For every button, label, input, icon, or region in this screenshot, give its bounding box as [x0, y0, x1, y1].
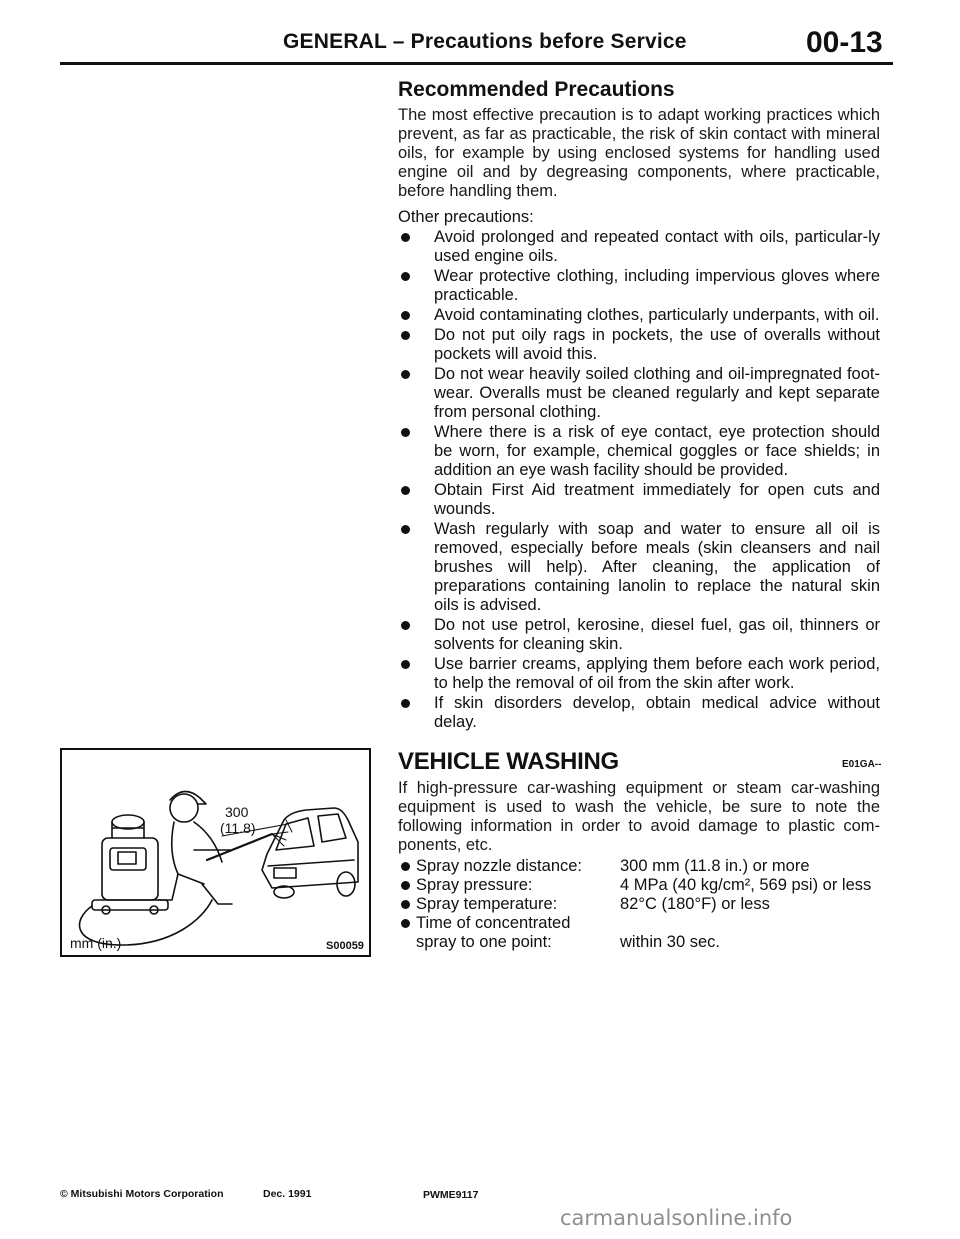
spec-row [398, 857, 898, 876]
list-item: If skin disorders develop, obtain medical advice without delay. [398, 694, 880, 732]
figure-code: S00059 [326, 940, 364, 952]
spec-row [398, 914, 898, 933]
spec-value: 300 mm (11.8 in.) or more [620, 857, 810, 875]
list-item: Avoid prolonged and repeated contact with oils, particular-ly used engine oils. [398, 228, 880, 266]
vehicle-washing-code: E01GA-- [842, 759, 882, 770]
header-rule [60, 62, 893, 65]
spec-value: 82°C (180°F) or less [620, 895, 770, 913]
spec-label: spray to one point: [416, 933, 552, 951]
footer-date: Dec. 1991 [263, 1188, 312, 1200]
bullet-icon [401, 370, 410, 379]
spec-label: Spray temperature: [416, 895, 558, 913]
bullet-icon [401, 272, 410, 281]
bullet-icon [401, 900, 410, 909]
footer-document-code: PWME9117 [423, 1189, 479, 1201]
spec-label: Spray nozzle distance: [416, 857, 583, 875]
watermark-link[interactable]: carmanualsonline.info [560, 1206, 793, 1230]
spec-value: 4 MPa (40 kg/cm², 569 psi) or less [620, 876, 872, 894]
bullet-icon [401, 525, 410, 534]
list-item: Do not wear heavily soiled clothing and oil-impregnated foot-wear. Overalls must be cleaned regularly and kept separate from personal clothing. [398, 365, 880, 422]
page-header-title: GENERAL – Precautions before Service [283, 30, 687, 53]
bullet-icon [401, 486, 410, 495]
vehicle-washing-title: VEHICLE WASHING [398, 748, 619, 775]
bullet-icon [401, 660, 410, 669]
list-item: Obtain First Aid treatment immediately for open cuts and wounds. [398, 481, 880, 519]
spec-label: Spray pressure: [416, 876, 533, 894]
list-item: Do not put oily rags in pockets, the use of overalls without pockets will avoid this. [398, 326, 880, 364]
bullet-icon [401, 428, 410, 437]
spec-row [398, 876, 898, 895]
list-item: Wash regularly with soap and water to ensure all oil is removed, especially before meals (skin cleansers and nail brushes will help). After cleaning, the application of preparations containing lanolin to replace the natural skin oils is advised. [398, 520, 880, 615]
spec-row [398, 895, 898, 914]
list-item: Avoid contaminating clothes, particularly underpants, with oil. [398, 306, 880, 325]
footer-copyright: © Mitsubishi Motors Corporation [60, 1188, 224, 1200]
precautions-list [398, 228, 880, 733]
vehicle-washing-figure [60, 748, 371, 957]
spec-label: Time of concentrated [416, 914, 571, 932]
recommended-intro: The most effective precaution is to adapt working practices which prevent, as far as practicable, the risk of skin contact with mineral oils, for example by using enclosed systems for handling used engine oil and by degreasing components, where practicable, before handling them. [398, 106, 880, 200]
vehicle-washing-intro: If high-pressure car-washing equipment or steam car-washing equipment is used to wash the vehicle, be sure to note the following information in order to avoid damage to plastic com-ponents, etc. [398, 779, 880, 854]
bullet-icon [401, 699, 410, 708]
bullet-icon [401, 881, 410, 890]
bullet-icon [401, 862, 410, 871]
page-number: 00-13 [806, 26, 883, 59]
bullet-icon [401, 233, 410, 242]
list-item: Wear protective clothing, including impervious gloves where practicable. [398, 267, 880, 305]
washing-spec-list [398, 857, 898, 952]
bullet-icon [401, 311, 410, 320]
list-item: Do not use petrol, kerosine, diesel fuel, gas oil, thinners or solvents for cleaning skin. [398, 616, 880, 654]
list-item: Use barrier creams, applying them before each work period, to help the removal of oil from the skin after work. [398, 655, 880, 693]
figure-dimension-in: (11.8) [220, 820, 256, 836]
bullet-icon [401, 621, 410, 630]
bullet-icon [401, 919, 410, 928]
list-item: Where there is a risk of eye contact, eye protection should be worn, for example, chemical goggles or face shields; in addition an eye wash facility should be provided. [398, 423, 880, 480]
other-precautions-label: Other precautions: [398, 208, 534, 226]
spec-value: within 30 sec. [620, 933, 720, 951]
car-washing-illustration-icon [62, 750, 369, 955]
figure-unit-label: mm (in.) [70, 935, 122, 951]
spec-row [398, 933, 898, 952]
figure-dimension-mm: 300 [225, 804, 249, 820]
recommended-precautions-title: Recommended Precautions [398, 78, 675, 101]
bullet-icon [401, 331, 410, 340]
